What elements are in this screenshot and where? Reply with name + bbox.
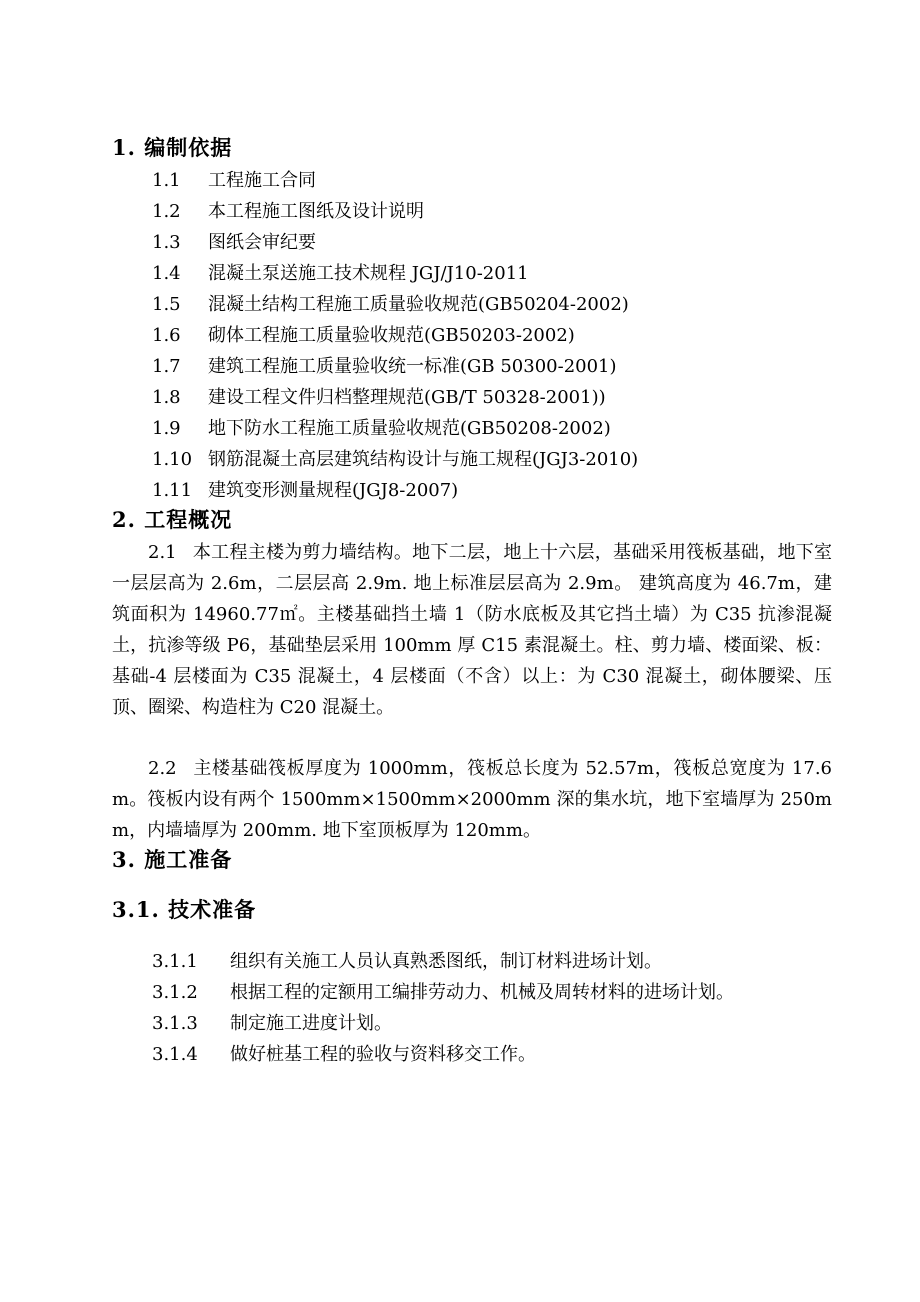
item-text: 建设工程文件归档整理规范(GB/T 50328-2001)) xyxy=(208,387,606,408)
item-text: 混凝土结构工程施工质量验收规范(GB50204-2002) xyxy=(208,294,629,315)
paragraph-number: 2.1 xyxy=(148,542,177,563)
item-text: 组织有关施工人员认真熟悉图纸，制订材料进场计划。 xyxy=(230,951,662,972)
item-text: 本工程施工图纸及设计说明 xyxy=(208,201,424,222)
section-1-heading: 1. 编制依据 xyxy=(112,135,233,160)
item-number: 1.10 xyxy=(152,449,193,470)
item-text: 地下防水工程施工质量验收规范(GB50208-2002) xyxy=(208,418,611,439)
paragraph-text: 主楼基础筏板厚度为 1000mm，筏板总长度为 52.57m，筏板总宽度为 17.6m。筏板内设有两个 1500mm×1500mm×2000mm 深的集水坑，地下室墙厚为 250mm，内墙墙厚为 200mm. 地下室顶板厚为 120mm。 xyxy=(112,758,832,841)
item-number: 3.1.1 xyxy=(152,951,198,972)
item-number: 3.1.4 xyxy=(152,1044,198,1065)
item-number: 1.1 xyxy=(152,170,181,191)
item-number: 1.11 xyxy=(152,480,193,501)
item-number: 1.4 xyxy=(152,263,181,284)
section-2-heading: 2. 工程概况 xyxy=(112,507,233,532)
item-text: 做好桩基工程的验收与资料移交工作。 xyxy=(230,1044,536,1065)
item-number: 1.2 xyxy=(152,201,181,222)
item-text: 钢筋混凝土高层建筑结构设计与施工规程(JGJ3-2010) xyxy=(208,449,639,470)
item-text: 工程施工合同 xyxy=(208,170,316,191)
paragraph-2-1 xyxy=(112,537,832,723)
item-text: 建筑工程施工质量验收统一标准(GB 50300-2001) xyxy=(208,356,617,377)
item-text: 混凝土泵送施工技术规程 JGJ/J10-2011 xyxy=(208,263,529,284)
subsection-3-1-heading: 3.1. 技术准备 xyxy=(112,897,257,922)
item-number: 1.6 xyxy=(152,325,181,346)
item-text: 建筑变形测量规程(JGJ8-2007) xyxy=(208,480,459,501)
item-number: 1.8 xyxy=(152,387,181,408)
item-number: 1.3 xyxy=(152,232,181,253)
item-text: 制定施工进度计划。 xyxy=(230,1013,392,1034)
paragraph-text: 本工程主楼为剪力墙结构。地下二层，地上十六层，基础采用筏板基础，地下室一层层高为 2.6m，二层层高 2.9m. 地上标准层层高为 2.9m。 建筑高度为 46.7m，建筑面积为 14960.77㎡。主楼基础挡土墙 1（防水底板及其它挡土墙）为 C35 抗渗混凝土，抗渗等级 P6，基础垫层采用 100mm 厚 C15 素混凝土。柱、剪力墙、楼面梁、板：基础-4 层楼面为 C35 混凝土，4 层楼面（不含）以上：为 C30 混凝土，砌体腰梁、压顶、圈梁、构造柱为 C20 混凝土。 xyxy=(112,542,832,718)
paragraph-2-2 xyxy=(112,753,832,846)
item-text: 图纸会审纪要 xyxy=(208,232,316,253)
section-3-heading: 3. 施工准备 xyxy=(112,847,233,872)
item-number: 3.1.2 xyxy=(152,982,198,1003)
item-text: 砌体工程施工质量验收规范(GB50203-2002) xyxy=(208,325,575,346)
paragraph-number: 2.2 xyxy=(148,758,177,779)
item-number: 3.1.3 xyxy=(152,1013,198,1034)
item-number: 1.9 xyxy=(152,418,181,439)
item-text: 根据工程的定额用工编排劳动力、机械及周转材料的进场计划。 xyxy=(230,982,734,1003)
item-number: 1.7 xyxy=(152,356,181,377)
item-number: 1.5 xyxy=(152,294,181,315)
